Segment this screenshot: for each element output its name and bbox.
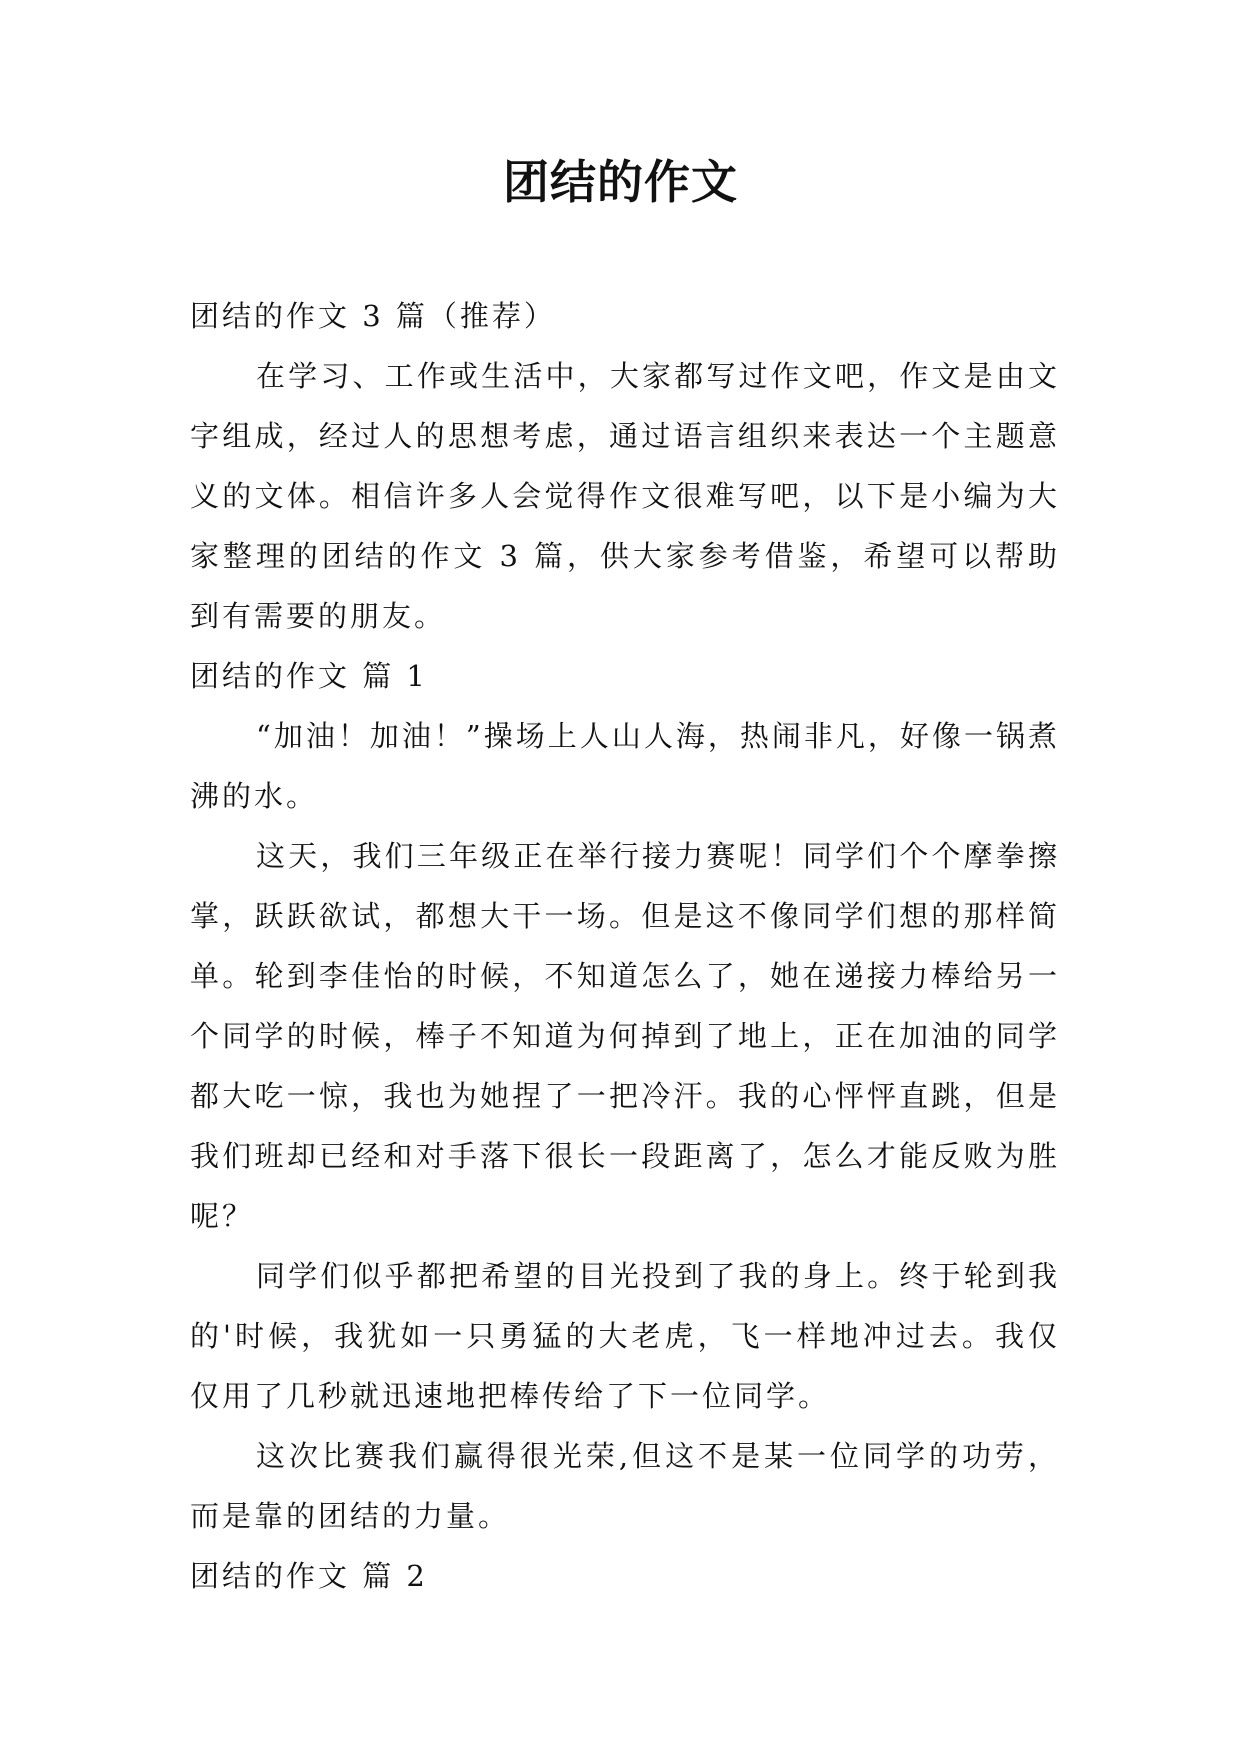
essay-1-paragraph-3: 同学们似乎都把希望的目光投到了我的身上。终于轮到我的'时候，我犹如一只勇猛的大老虎，飞一样地冲过去。我仅仅用了几秒就迅速地把棒传给了下一位同学。	[190, 1259, 1060, 1413]
essay-1-paragraph-4: 这次比赛我们赢得很光荣,但这不是某一位同学的功劳，而是靠的团结的力量。	[190, 1439, 1060, 1533]
section-heading-essay-1: 团结的作文 篇 1	[190, 659, 428, 693]
document-body	[190, 286, 1060, 1606]
essay-1-paragraph-2: 这天，我们三年级正在举行接力赛呢！同学们个个摩拳擦掌，跃跃欲试，都想大干一场。但是这不像同学们想的那样简单。轮到李佳怡的时候，不知道怎么了，她在递接力棒给另一个同学的时候，棒子不知道为何掉到了地上，正在加油的同学都大吃一惊，我也为她捏了一把冷汗。我的心怦怦直跳，但是我们班却已经和对手落下很长一段距离了，怎么才能反败为胜呢？	[190, 839, 1060, 1233]
essay-1-paragraph-1: “加油！加油！”操场上人山人海，热闹非凡，好像一锅煮沸的水。	[190, 719, 1060, 813]
section-heading-essay-2: 团结的作文 篇 2	[190, 1559, 428, 1593]
section-heading-intro: 团结的作文 3 篇（推荐）	[190, 299, 556, 333]
intro-paragraph: 在学习、工作或生活中，大家都写过作文吧，作文是由文字组成，经过人的思想考虑，通过语言组织来表达一个主题意义的文体。相信许多人会觉得作文很难写吧，以下是小编为大家整理的团结的作文 3 篇，供大家参考借鉴，希望可以帮助到有需要的朋友。	[190, 359, 1060, 633]
document-title: 团结的作文	[503, 155, 738, 209]
